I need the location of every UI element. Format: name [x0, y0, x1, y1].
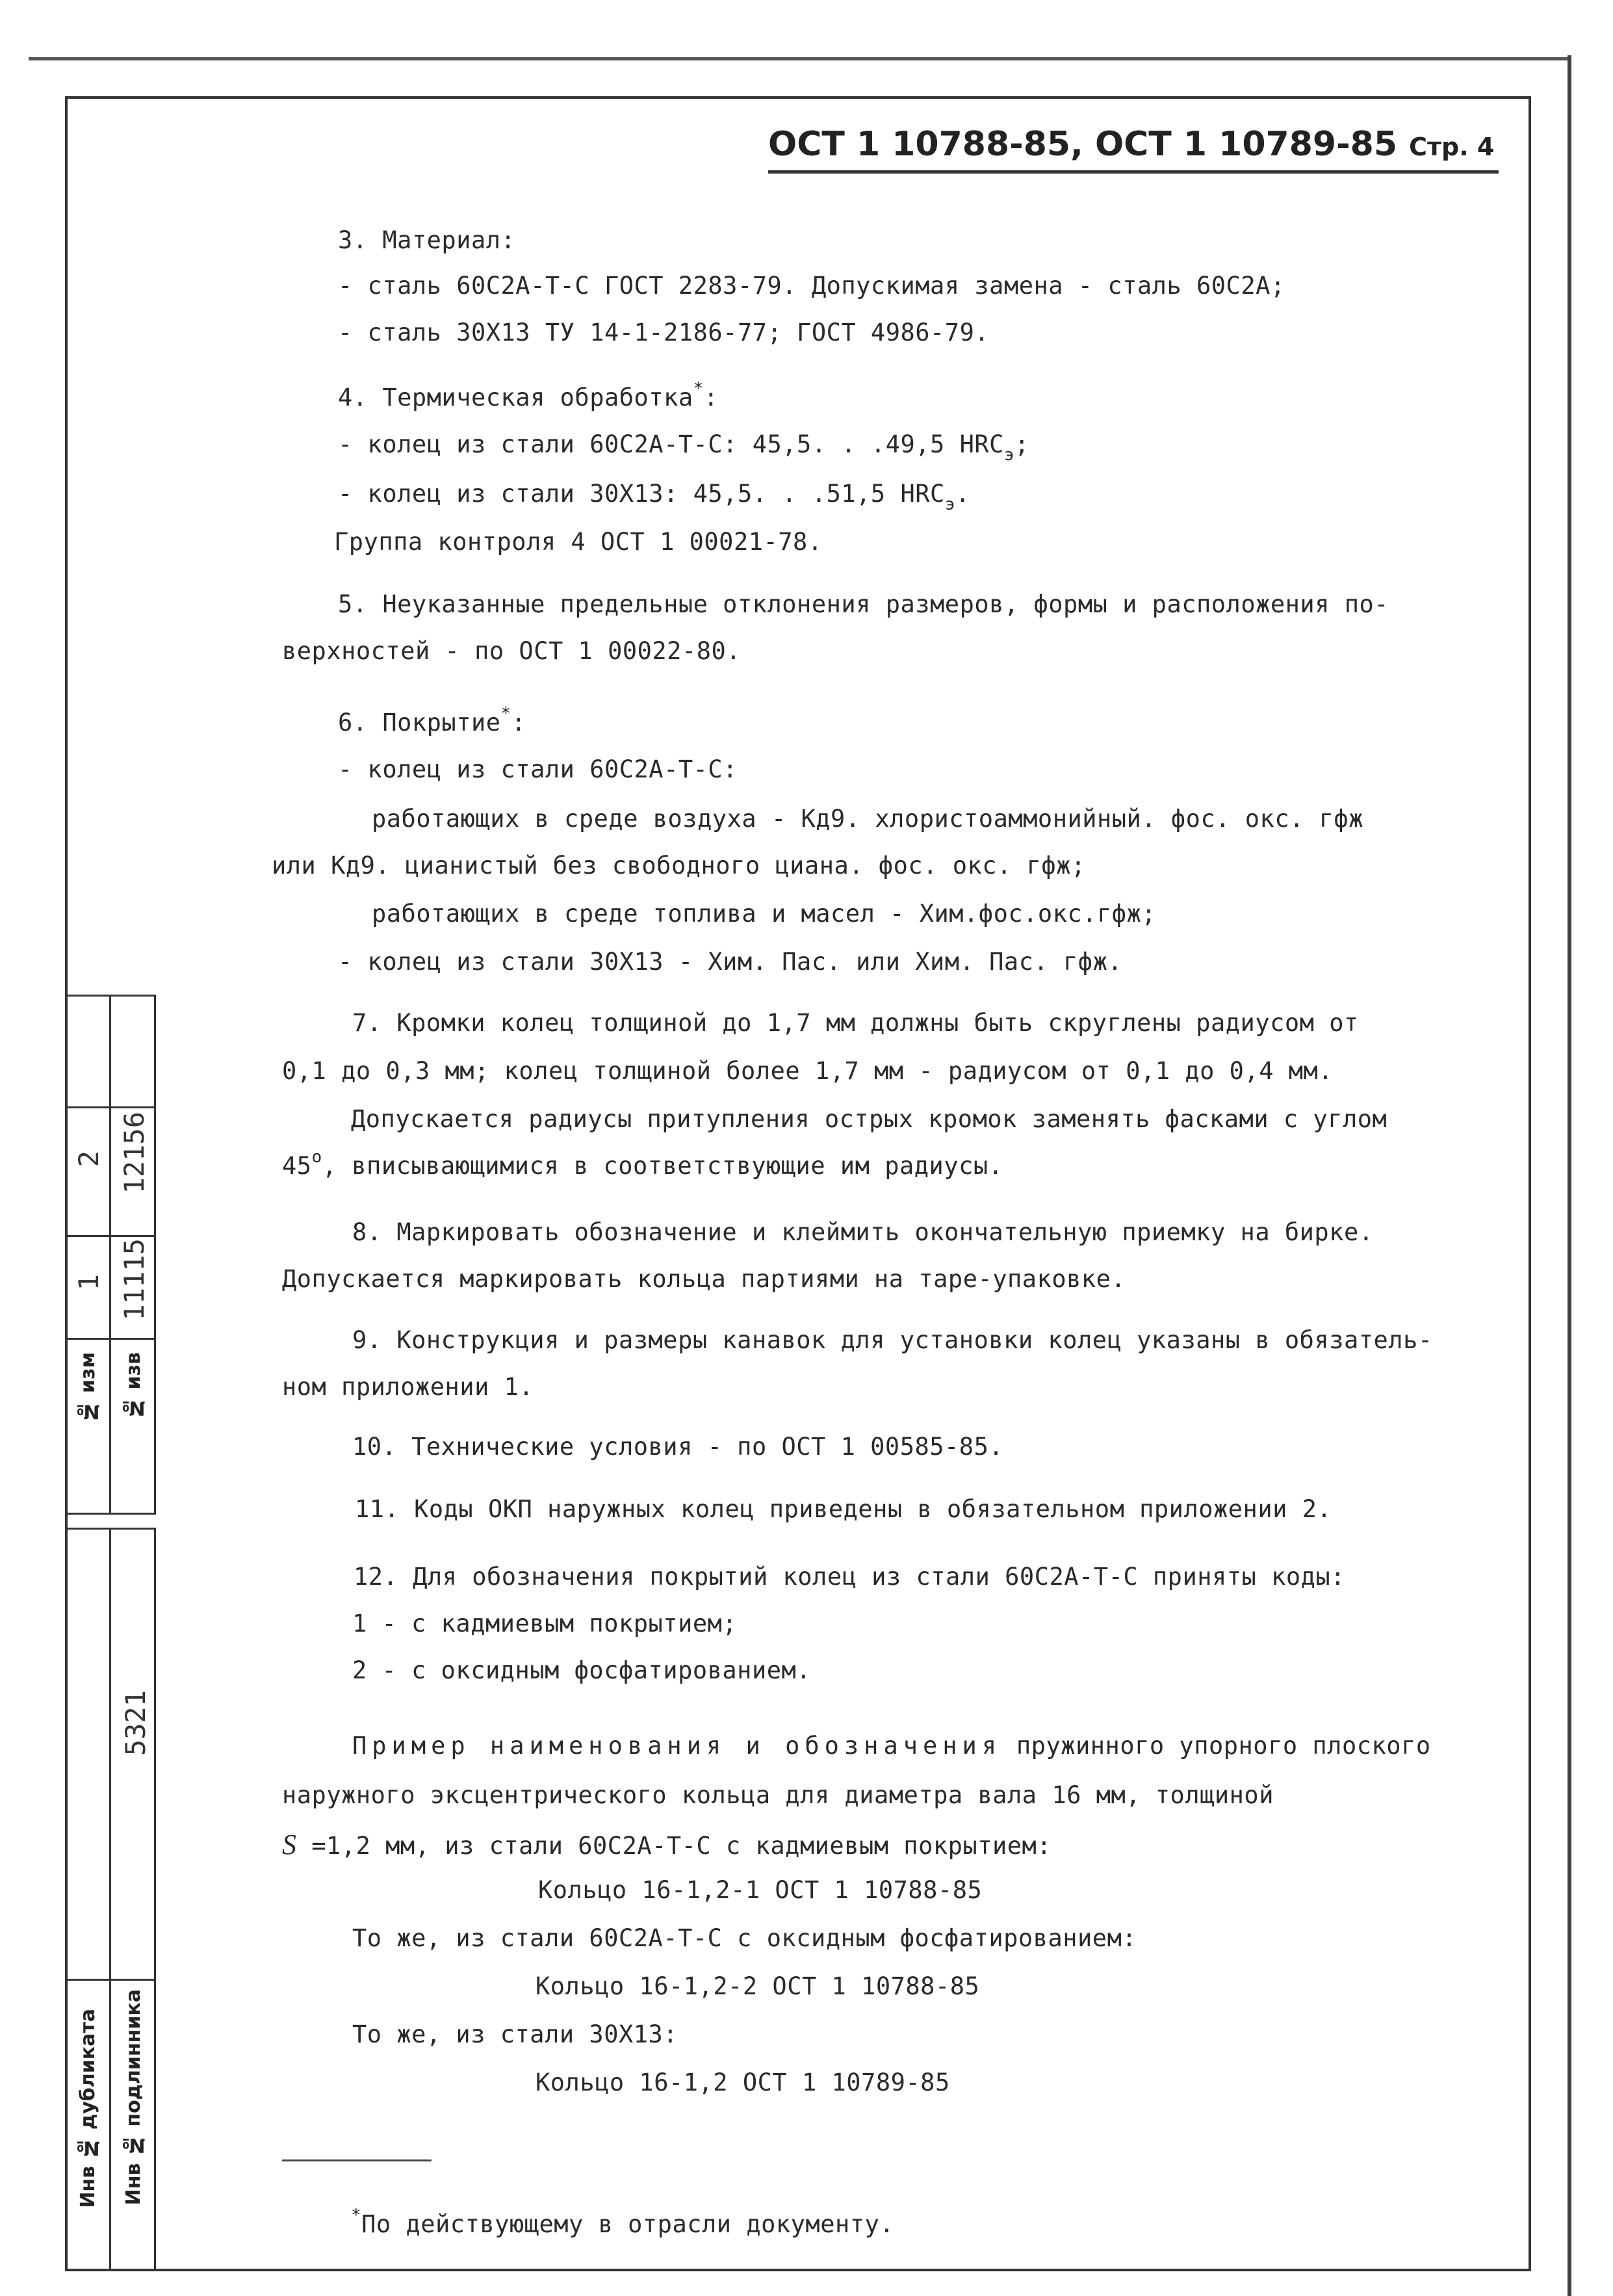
label-inv-podlinnika: Инв № подлинника [122, 1989, 145, 2206]
footnote [351, 2206, 895, 2238]
label-inv-dublikata: Инв № дубликата [77, 2009, 99, 2208]
section-7-line-2: 0,1 до 0,3 мм; колец толщиной более 1,7 мм - радиусом от 0,1 до 0,4 мм. [282, 1057, 1334, 1085]
section-4-line-3: Группа контроля 4 ОСТ 1 00021-78. [334, 528, 823, 556]
section-6-line-3: или Кд9. цианистый без свободного циана. фос. окс. гфж; [272, 852, 1086, 880]
label-izv: № изв [122, 1352, 145, 1419]
example-designation-1: Кольцо 16-1,2-1 ОСТ 1 10788-85 [538, 1876, 983, 1904]
section-11: 11. Коды ОКП наружных колец приведены в обязательном приложении 2. [355, 1495, 1332, 1523]
section-5-line-1: 5. Неуказанные предельные отклонения размеров, формы и расположения по- [338, 590, 1389, 618]
podlinnik-number: 5321 [120, 1690, 151, 1756]
example-line-5: То же, из стали 60С2А-Т-С с оксидным фосфатированием: [352, 1924, 1137, 1952]
section-6-title: 6. Покрытие*: [338, 704, 526, 737]
document-header [768, 125, 1494, 164]
section-5-line-2: верхностей - по ОСТ 1 00022-80. [282, 637, 742, 665]
revision-izv-1: 11115 [118, 1238, 150, 1321]
footnote-mark: * [500, 704, 511, 724]
section-4-line-1-text: - колец из стали 60С2А-Т-С: 45,5. . .49,5 HRC [338, 430, 1004, 458]
section-4-line-1 [338, 430, 1029, 465]
inventory-block-divider [109, 1528, 111, 2271]
footnote-text: По действующему в отрасли документу. [361, 2210, 895, 2238]
footnote-mark: * [351, 2206, 362, 2225]
example-line-3-text: =1,2 мм, из стали 60С2А-Т-С с кадмиевым покрытием: [296, 1832, 1052, 1860]
label-izm: № изм [77, 1352, 99, 1423]
section-12-line-1: 12. Для обозначения покрытий колец из стали 60С2А-Т-С приняты коды: [354, 1563, 1345, 1591]
example-designation-3: Кольцо 16-1,2 ОСТ 1 10789-85 [536, 2068, 950, 2096]
revision-izv-2: 12156 [118, 1112, 150, 1194]
section-3-line-2: - сталь 30Х13 ТУ 14-1-2186-77; ГОСТ 4986-79. [338, 319, 990, 346]
section-6-title-text: 6. Покрытие [338, 709, 501, 737]
section-7-angle: 45 [282, 1152, 312, 1180]
section-4-title-text: 4. Термическая обработка [338, 384, 693, 411]
footnote-rule [282, 2159, 432, 2161]
example-line-1 [352, 1732, 1431, 1760]
right-border-line [1568, 55, 1571, 2296]
document-title: ОСТ 1 10788-85, ОСТ 1 10789-85 [768, 125, 1398, 164]
section-12-line-3: 2 - с оксидным фосфатированием. [352, 1656, 812, 1684]
section-8-line-2: Допускается маркировать кольца партиями на таре-упаковке. [282, 1265, 1126, 1293]
section-4-line-2-end: . [955, 480, 970, 508]
footnote-mark: * [693, 379, 704, 398]
header-underline [768, 170, 1499, 174]
section-6-line-1: - колец из стали 60С2А-Т-С: [338, 755, 738, 783]
example-line-2: наружного эксцентрического кольца для диаметра вала 16 мм, толщиной [282, 1781, 1274, 1809]
section-4-line-2-text: - колец из стали 30Х13: 45,5. . .51,5 HRC [338, 480, 945, 508]
section-6-line-2: работающих в среде воздуха - Кд9. хлористоаммонийный. фос. окс. гфж [372, 805, 1363, 833]
section-3-title: 3. Материал: [338, 226, 516, 254]
revision-row-line [65, 1338, 156, 1340]
revision-row-line [65, 1106, 156, 1108]
section-6-line-5: - колец из стали 30Х13 - Хим. Пас. или Хим. Пас. гфж. [338, 948, 1123, 976]
revision-row-line [65, 1235, 156, 1237]
degree-mark: о [311, 1147, 322, 1167]
example-line-1-rest: пружинного упорного плоского [1016, 1732, 1431, 1760]
section-10: 10. Технические условия - по ОСТ 1 00585-85. [352, 1433, 1004, 1461]
hrc-subscript: э [944, 495, 955, 514]
revision-izm-2: 2 [73, 1151, 105, 1168]
revision-block-divider [109, 995, 111, 1515]
section-7-line-3: Допускается радиусы притупления острых кромок заменять фасками с углом [351, 1105, 1387, 1133]
section-3-line-1: - сталь 60С2А-Т-С ГОСТ 2283-79. Допускимая замена - сталь 60С2А; [338, 272, 1285, 300]
revision-izm-1: 1 [73, 1274, 105, 1291]
thickness-symbol: S [282, 1829, 297, 1860]
section-9-line-1: 9. Конструкция и размеры канавок для установки колец указаны в обязатель- [352, 1326, 1433, 1354]
section-4-line-2 [338, 480, 970, 514]
section-12-line-2: 1 - с кадмиевым покрытием; [352, 1610, 738, 1637]
section-4-title: 4. Термическая обработка*: [338, 379, 719, 411]
section-4-line-1-end: ; [1014, 430, 1029, 458]
top-border-line [29, 57, 1571, 60]
section-8-line-1: 8. Маркировать обозначение и клеймить окончательную приемку на бирке. [352, 1218, 1374, 1246]
section-6-line-4: работающих в среде топлива и масел - Хим.фос.окс.гфж; [372, 900, 1157, 928]
inventory-row-line [65, 1979, 156, 1981]
page-number: Стр. 4 [1409, 133, 1495, 161]
section-7-line-4 [282, 1147, 1003, 1180]
section-7-line-4-text: , вписывающимися в соответствующие им радиусы. [322, 1152, 1003, 1180]
section-7-line-1: 7. Кромки колец толщиной до 1,7 мм должны быть скруглены радиусом от [352, 1009, 1359, 1037]
example-heading: Пример наименования и обозначения [352, 1732, 1002, 1760]
example-line-3 [282, 1828, 1052, 1861]
hrc-subscript: э [1003, 445, 1015, 465]
example-designation-2: Кольцо 16-1,2-2 ОСТ 1 10788-85 [536, 1972, 980, 2000]
section-9-line-2: ном приложении 1. [282, 1373, 534, 1401]
example-line-7: То же, из стали 30Х13: [352, 2020, 678, 2048]
